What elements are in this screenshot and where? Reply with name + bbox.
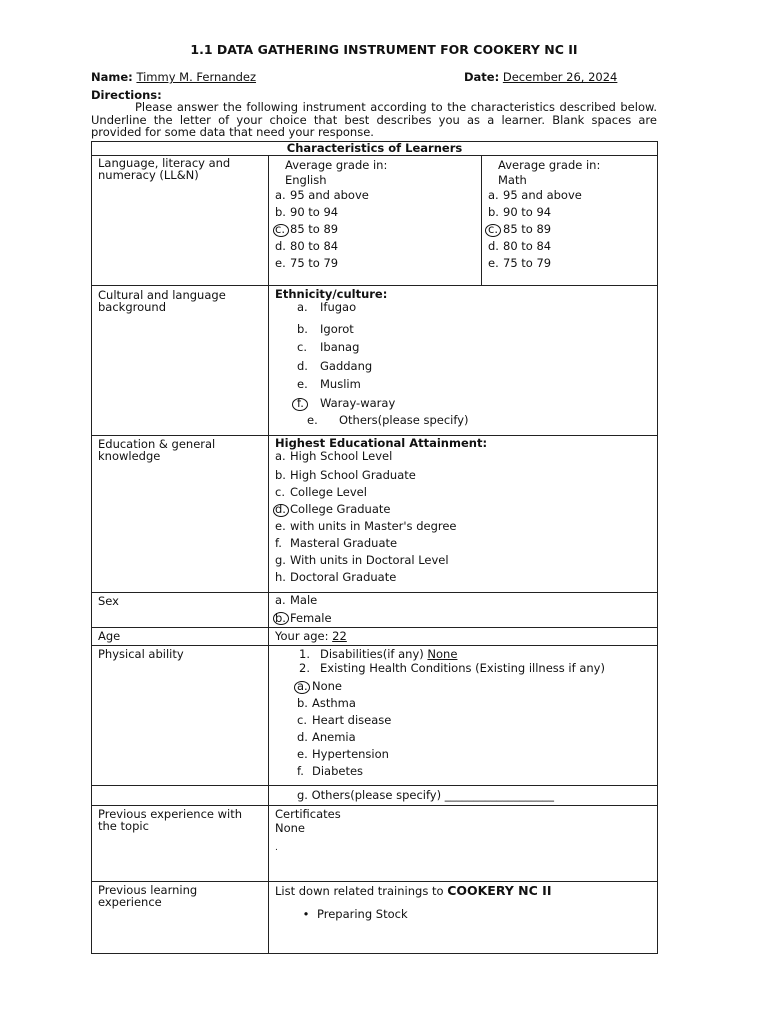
prev-learning-label: Previous learning experience: [92, 882, 269, 954]
list-item[interactable]: • Preparing Stock: [275, 899, 651, 921]
stray-mark: .: [275, 843, 278, 853]
prev-experience-cell: [269, 806, 658, 882]
age-prefix: Your age:: [275, 629, 333, 643]
list-item-selected[interactable]: d. College Graduate: [275, 502, 391, 516]
list-item[interactable]: a. Male: [275, 593, 318, 607]
list-item-selected[interactable]: f. Waray-waray: [297, 394, 651, 413]
list-item[interactable]: b. 90 to 94: [275, 205, 339, 219]
sex-cell: [269, 593, 658, 628]
list-item[interactable]: f. Diabetes: [297, 764, 364, 778]
selection-circle: [485, 224, 501, 237]
name-value: Timmy M. Fernandez: [136, 70, 257, 84]
health-conditions-line: 2. Existing Health Conditions (Existing illness if any): [299, 661, 605, 675]
list-item[interactable]: c. Heart disease: [297, 713, 392, 727]
certificates-value: None: [275, 821, 306, 835]
date-value: December 26, 2024: [502, 70, 618, 84]
physical-cell: [269, 646, 658, 786]
prev-learning-cell: [269, 882, 658, 954]
list-item[interactable]: b. Igorot: [297, 321, 354, 336]
age-cell: [269, 628, 658, 646]
culture-cell: [269, 286, 658, 436]
list-item[interactable]: g. With units in Doctoral Level: [275, 553, 449, 567]
list-item[interactable]: b. High School Graduate: [275, 468, 416, 482]
list-item-selected[interactable]: a. None: [297, 678, 651, 695]
math-heading: Average grade in:: [498, 158, 601, 172]
selection-circle: [294, 681, 310, 694]
culture-label: Cultural and language background: [92, 286, 269, 436]
list-item[interactable]: a. Ifugao: [297, 300, 357, 314]
certificates-label: Certificates: [275, 807, 341, 821]
list-item[interactable]: e. with units in Master's degree: [275, 519, 457, 533]
physical-label: Physical ability: [92, 646, 269, 786]
lln-label: Language, literacy and numeracy (LL&N): [92, 156, 269, 286]
disabilities-line: 1. Disabilities(if any) None: [299, 647, 458, 661]
list-item[interactable]: a. 95 and above: [275, 188, 369, 202]
english-column: [269, 156, 482, 286]
selection-circle: [273, 224, 289, 237]
trainings-prompt: List down related trainings to COOKERY NC II: [275, 883, 552, 898]
list-item[interactable]: b. 90 to 94: [488, 205, 552, 219]
list-item[interactable]: e. 75 to 79: [488, 256, 552, 270]
culture-heading: Ethnicity/culture:: [275, 287, 388, 301]
list-item[interactable]: e. Hypertension: [297, 747, 389, 761]
math-subject: Math: [498, 173, 527, 187]
name-label: Name:: [91, 70, 133, 84]
selection-circle: [292, 398, 308, 411]
bullet-icon: •: [302, 907, 310, 921]
list-item[interactable]: c. College Level: [275, 485, 367, 499]
physical-others[interactable]: g. Others(please specify) ___________________: [269, 786, 658, 806]
directions-label: Directions:: [91, 88, 162, 102]
list-item[interactable]: h. Doctoral Graduate: [275, 570, 397, 584]
education-heading: Highest Educational Attainment:: [275, 436, 488, 450]
selection-circle: [273, 504, 289, 517]
list-item-selected[interactable]: b. Female: [275, 611, 332, 625]
list-item-selected[interactable]: c. 85 to 89: [488, 221, 651, 238]
list-item[interactable]: e. Muslim: [297, 377, 361, 391]
list-item[interactable]: e. Others(please specify): [307, 413, 469, 427]
list-item[interactable]: c. Ibanag: [297, 340, 360, 354]
list-item[interactable]: a. 95 and above: [488, 188, 582, 202]
education-label: Education & general knowledge: [92, 436, 269, 593]
age-label: Age: [92, 628, 269, 646]
prev-experience-label: Previous experience with the topic: [92, 806, 269, 882]
math-column: [482, 156, 658, 286]
list-item[interactable]: d. Gaddang: [297, 358, 373, 373]
education-cell: [269, 436, 658, 593]
name-line: [91, 70, 256, 84]
sex-label: Sex: [92, 593, 269, 628]
list-item[interactable]: d. Anemia: [297, 730, 356, 744]
table-header: Characteristics of Learners: [92, 142, 658, 156]
list-item[interactable]: a. High School Level: [275, 449, 393, 463]
english-heading: Average grade in:: [285, 158, 388, 172]
directions-text: Please answer the following instrument according to the characteristics described below. Underline the letter of your choice that best describes you as a learner. Blank spaces are provided for some data that need your response.: [91, 100, 657, 140]
english-subject: English: [285, 173, 327, 187]
list-item[interactable]: e. 75 to 79: [275, 256, 339, 270]
date-label: Date:: [464, 70, 500, 84]
list-item-selected[interactable]: c. 85 to 89: [275, 222, 339, 236]
date-line: [464, 70, 617, 84]
list-item[interactable]: d. 80 to 84: [488, 239, 552, 253]
list-item[interactable]: f. Masteral Graduate: [275, 536, 398, 550]
document-title: 1.1 DATA GATHERING INSTRUMENT FOR COOKERY NC II: [190, 42, 578, 57]
physical-label-continued: [92, 786, 269, 806]
list-item[interactable]: d. 80 to 84: [275, 239, 339, 253]
selection-circle: [273, 612, 289, 625]
list-item[interactable]: b. Asthma: [297, 696, 356, 710]
age-value: 22: [332, 629, 347, 643]
learner-characteristics-table: [91, 141, 658, 954]
